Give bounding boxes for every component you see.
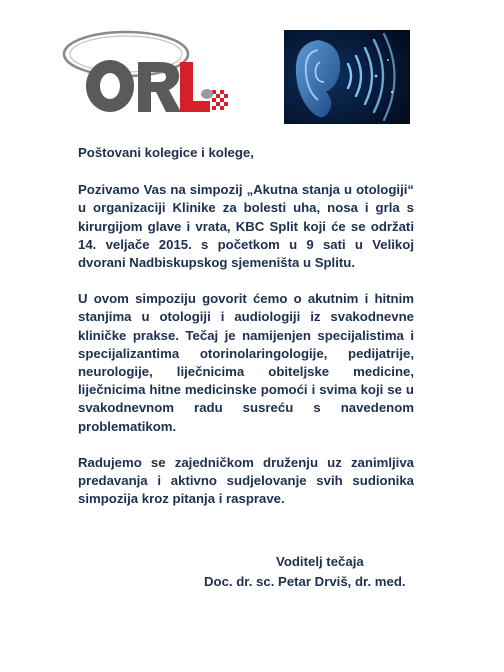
orl-logo-icon xyxy=(60,20,230,124)
signature-block xyxy=(204,552,424,592)
orl-logo xyxy=(60,20,230,124)
ear-sound-image xyxy=(284,30,410,124)
closing-paragraph: Radujemo se zajedničkom druženju uz zanimljiva predavanja i aktivno sudjelovanje svih sudionika simpozija kroz pitanja i rasprave. xyxy=(78,454,414,507)
signature-role: Voditelj tečaja xyxy=(276,554,364,569)
topic-paragraph: U ovom simpoziju govorit ćemo o akutnim i hitnim stanjima u otologiji i audiologiji iz svakodnevne kliničke prakse. Tečaj je namijenjen specijalistima i specijalizantima otorinolaringologije, pedijatrije, neurologije, liječnicima obiteljske medicine, liječnicima hitne medicinske pomoći i svima koji se u svakodnevnom radu susreću s navedenom problematikom. xyxy=(78,291,414,434)
letter-body xyxy=(78,144,414,526)
invitation-paragraph: Pozivamo Vas na simpozij „Akutna stanja u otologiji“ u organizaciji Klinike za bolesti uha, nosa i grla s kirurgijom glave i vrata, KBC Split koji će se održati 14. veljače 2015. s početkom u 9 sati u Velikoj dvorani Nadbiskupskog sjemeništa u Splitu. xyxy=(78,182,414,271)
greeting: Poštovani kolegice i kolege, xyxy=(78,145,254,160)
ear-sound-waves-icon xyxy=(284,30,410,124)
signature-name: Doc. dr. sc. Petar Drviš, dr. med. xyxy=(204,574,406,589)
